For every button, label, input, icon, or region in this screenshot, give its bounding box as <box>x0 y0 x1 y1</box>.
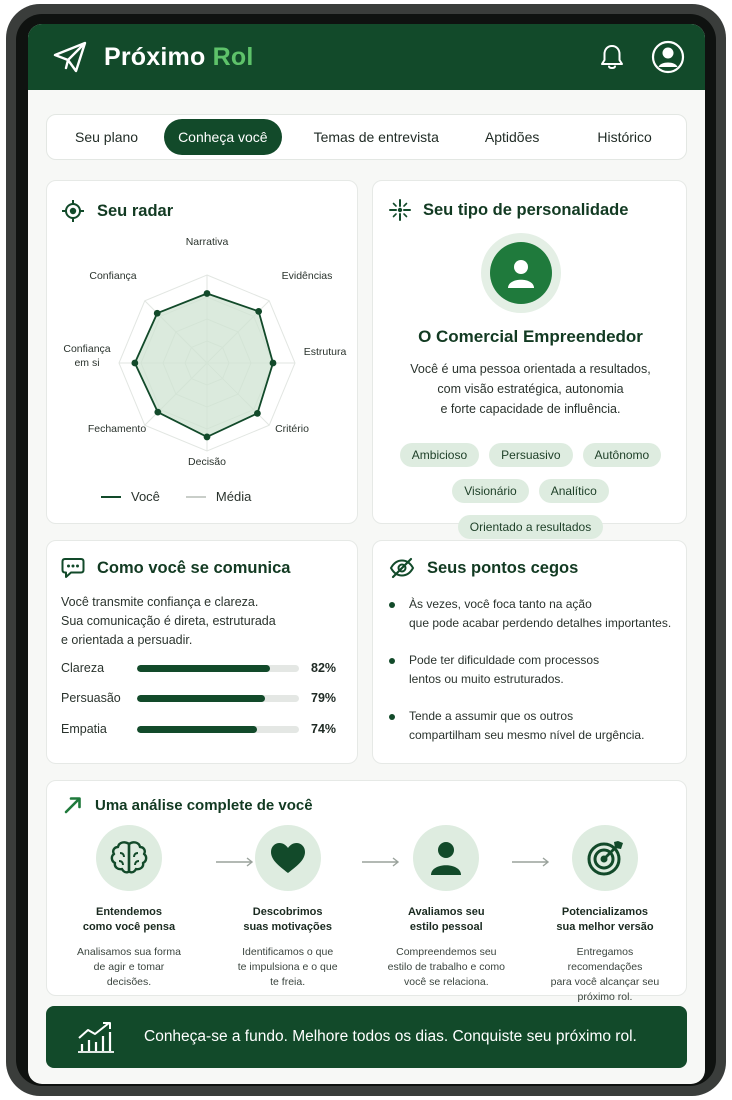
step-title <box>556 905 653 935</box>
step-desc-line2: de agir e tomar <box>93 961 165 973</box>
sparkle-icon <box>389 199 411 221</box>
legend-media-label: Média <box>215 489 252 504</box>
radar-point-voce <box>204 290 211 297</box>
radar-point-voce <box>154 409 161 416</box>
legend-media-swatch <box>186 496 206 498</box>
step-desc-line1: Entregamos recomendações <box>567 946 643 973</box>
arrow-right-icon <box>511 857 551 867</box>
step-title-line2: estilo pessoal <box>409 921 483 933</box>
arrow-right-icon <box>361 857 401 867</box>
radar-label-evidencias: Evidências <box>281 270 333 282</box>
step-desc-line3: te freia. <box>270 976 306 988</box>
list-item <box>389 651 681 689</box>
communication-desc-line1: Você transmite confiança e clareza. <box>61 595 259 609</box>
personality-avatar <box>481 233 561 313</box>
banner-text: Conheça-se a fundo. Melhore todos os dias. Conquiste seu próximo rol. <box>144 1028 637 1045</box>
heart-icon <box>269 841 307 875</box>
step-description <box>388 945 505 990</box>
step-title-line1: Avaliamos seu <box>407 906 485 918</box>
radar-card <box>46 180 358 524</box>
radar-label-confianca-em-si <box>57 342 117 370</box>
radar-point-voce <box>255 308 262 315</box>
blind-spot-text <box>409 651 599 689</box>
app-screen <box>28 24 705 1084</box>
personality-desc-line2: com visão estratégica, autonomia <box>437 382 624 396</box>
step-description <box>238 945 338 990</box>
list-item <box>389 595 681 633</box>
analysis-step <box>543 825 667 1005</box>
radar-label-fechamento: Fechamento <box>87 423 147 435</box>
brand-accent: Rol <box>212 42 254 71</box>
personality-avatar-inner <box>490 242 552 304</box>
analysis-title <box>63 795 313 815</box>
step-desc-line2: estilo de trabalho e como <box>387 961 505 973</box>
bullet-dot <box>389 602 395 608</box>
bell-icon <box>599 43 625 71</box>
analysis-step <box>384 825 508 1005</box>
trait-badge: Ambicioso <box>400 443 479 467</box>
blind-spots-title-text: Seus pontos cegos <box>427 558 579 577</box>
step-title-line1: Entendemos <box>95 906 162 918</box>
radar-point-voce <box>254 410 261 417</box>
user-avatar-icon <box>651 40 685 74</box>
bullet-dot <box>389 714 395 720</box>
step-title-line2: sua melhor versão <box>556 921 654 933</box>
analysis-card <box>46 780 687 1003</box>
step-desc-line2: te impulsiona e o que <box>237 961 338 973</box>
tab-temas-de-entrevista[interactable]: Temas de entrevista <box>313 129 439 145</box>
bullet-dot <box>389 658 395 664</box>
skill-label: Persuasão <box>61 691 121 705</box>
eye-slash-icon <box>389 557 415 579</box>
trait-badge: Orientado a resultados <box>458 515 603 539</box>
tab-bar <box>46 114 687 160</box>
skill-bar-fill <box>137 695 265 702</box>
skill-bar-track <box>137 695 299 702</box>
radar-title-text: Seu radar <box>97 201 174 220</box>
communication-title-text: Como você se comunica <box>97 558 291 577</box>
radar-label-estrutura: Estrutura <box>303 346 347 358</box>
skill-percent: 79% <box>311 691 337 705</box>
trend-arrow-icon <box>63 795 83 815</box>
notifications-button[interactable] <box>595 40 629 74</box>
skill-bar-track <box>137 726 299 733</box>
communication-description <box>61 593 351 650</box>
person-icon <box>429 840 463 876</box>
brand-name: Próximo <box>104 42 206 71</box>
step-desc-line3: decisões. <box>106 976 152 988</box>
person-icon <box>503 255 539 291</box>
step-title <box>243 905 332 935</box>
skill-label: Clareza <box>61 661 105 675</box>
app-header <box>28 24 705 90</box>
target-icon <box>585 838 625 878</box>
step-title <box>408 905 485 935</box>
personality-title-text: Seu tipo de personalidade <box>423 200 629 219</box>
radar-label-confianca: Confiança <box>89 270 137 282</box>
step-title-line1: Descobrimos <box>252 906 323 918</box>
personality-desc-line1: Você é uma pessoa orientada a resultados, <box>410 362 651 376</box>
skill-bar-fill <box>137 726 257 733</box>
communication-title <box>61 557 290 579</box>
radar-label-confianca-em-si-line1: Confiança <box>63 343 111 355</box>
radar-label-criterio: Critério <box>275 423 309 435</box>
tab-aptidoes[interactable]: Aptidões <box>484 129 540 145</box>
growth-chart-icon <box>76 1020 116 1054</box>
step-title-line2: como você pensa <box>82 921 176 933</box>
analysis-steps <box>67 825 667 1005</box>
personality-name: O Comercial Empreendedor <box>418 327 643 346</box>
communication-desc-line2: Sua comunicação é direta, estruturada <box>61 614 276 628</box>
blind-spots-card <box>372 540 687 764</box>
blind-spots-title <box>389 557 578 579</box>
motivation-banner <box>46 1006 687 1068</box>
step-desc-line3: você se relaciona. <box>403 976 489 988</box>
skill-row-empatia <box>61 720 351 738</box>
step-title-line1: Potencializamos <box>561 906 649 918</box>
trait-badge: Persuasivo <box>489 443 572 467</box>
radar-label-decisao: Decisão <box>188 456 226 468</box>
radar-point-voce <box>204 434 211 441</box>
analysis-step <box>226 825 350 1005</box>
analysis-step <box>67 825 191 1005</box>
legend-voce <box>101 489 160 504</box>
skill-bar-fill <box>137 665 270 672</box>
blind-spot-line2: que pode acabar perdendo detalhes importantes. <box>409 616 672 630</box>
radar-label-confianca-em-si-line2: em si <box>74 357 100 369</box>
step-desc-line1: Analisamos sua forma <box>77 946 181 958</box>
personality-title <box>389 199 628 221</box>
brand-logo[interactable] <box>104 43 253 72</box>
blind-spot-line1: Tende a assumir que os outros <box>409 709 574 723</box>
step-title <box>83 905 175 935</box>
radar-legend <box>101 489 251 504</box>
step-description <box>543 945 667 1005</box>
trait-badge: Analítico <box>539 479 609 503</box>
header-actions <box>595 40 685 74</box>
trait-badge: Visionário <box>452 479 528 503</box>
step-title-line2: suas motivações <box>243 921 332 933</box>
skill-row-persuasao <box>61 689 351 707</box>
skill-label: Empatia <box>61 722 107 736</box>
profile-button[interactable] <box>651 40 685 74</box>
skill-bar-track <box>137 665 299 672</box>
blind-spot-line1: Às vezes, você foca tanto na ação <box>409 597 592 611</box>
target-radar-icon <box>61 199 85 223</box>
step-desc-line3: próximo rol. <box>577 991 633 1003</box>
radar-title <box>61 199 173 223</box>
trait-list <box>373 443 688 539</box>
legend-voce-label: Você <box>131 489 160 504</box>
communication-desc-line3: e orientada a persuadir. <box>61 633 193 647</box>
blind-spot-line2: lentos ou muito estruturados. <box>409 672 564 686</box>
chat-bubble-icon <box>61 557 85 579</box>
step-icon-circle <box>572 825 638 891</box>
brain-icon <box>109 839 149 877</box>
blind-spot-line1: Pode ter dificuldade com processos <box>409 653 600 667</box>
paper-plane-icon <box>52 41 88 73</box>
communication-card <box>46 540 358 764</box>
trait-badge: Autônomo <box>583 443 662 467</box>
radar-point-voce <box>270 360 277 367</box>
arrow-right-icon <box>215 857 255 867</box>
skill-percent: 74% <box>311 722 337 736</box>
tab-historico[interactable]: Histórico <box>597 129 652 145</box>
radar-point-voce <box>154 310 161 317</box>
step-icon-circle <box>255 825 321 891</box>
step-description <box>77 945 181 990</box>
skill-row-clareza <box>61 659 351 677</box>
step-icon-circle <box>413 825 479 891</box>
personality-description <box>393 359 668 419</box>
blind-spot-line2: compartilham seu mesmo nível de urgência. <box>409 728 645 742</box>
step-desc-line1: Compreendemos seu <box>396 946 497 958</box>
step-desc-line1: Identificamos o que <box>242 946 334 958</box>
step-desc-line2: para você alcançar seu <box>550 976 660 988</box>
tab-seu-plano[interactable]: Seu plano <box>75 129 139 145</box>
skill-percent: 82% <box>311 661 337 675</box>
blind-spot-text <box>409 707 644 745</box>
radar-label-narrativa: Narrativa <box>185 236 229 248</box>
personality-card <box>372 180 687 534</box>
tab-conheca-voce[interactable]: Conheça você <box>164 119 282 155</box>
blind-spot-text <box>409 595 671 633</box>
legend-media <box>186 489 251 504</box>
list-item <box>389 707 681 745</box>
step-icon-circle <box>96 825 162 891</box>
analysis-title-text: Uma análise complete de você <box>95 796 313 814</box>
personality-desc-line3: e forte capacidade de influência. <box>440 402 621 416</box>
radar-point-voce <box>131 360 138 367</box>
blind-spots-list <box>389 595 681 763</box>
legend-voce-swatch <box>101 496 121 498</box>
